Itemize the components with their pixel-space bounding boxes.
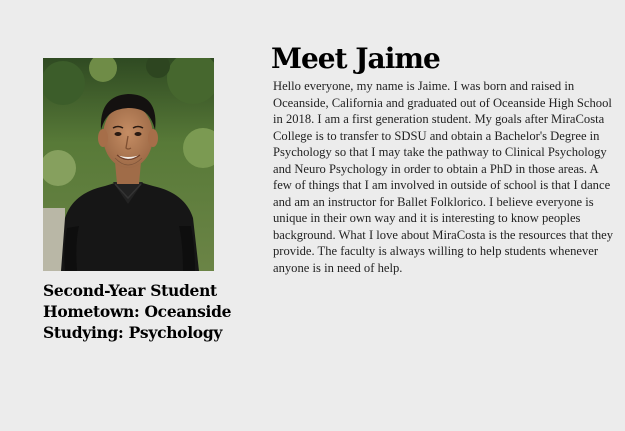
page-title: Meet Jaime [271,42,440,75]
major-label: Studying: Psychology [43,323,223,342]
year-label: Second-Year Student [43,281,217,300]
student-caption [43,280,243,343]
student-portrait-photo-icon [43,58,214,271]
student-photo [43,58,214,271]
bio-paragraph: Hello everyone, my name is Jaime. I was born and raised in Oceanside, California and graduated out of Oceanside High School in 2018. I am a first generation student. My goals after MiraCosta College is to transfer to SDSU and obtain a Bachelor's Degree in Psychology so that I may take the pathway to Clinical Psychology and Neuro Psychology in order to obtain a PhD in those areas. A few of things that I am involved in outside of school is that I dance and am an instructor for Ballet Folklorico. I believe everyone is unique in their own way and it is interesting to know peoples background. What I love about MiraCosta is the resources that they provide. The faculty is always willing to help students whenever anyone is in need of help. [273,79,614,275]
hometown-label: Hometown: Oceanside [43,302,232,321]
